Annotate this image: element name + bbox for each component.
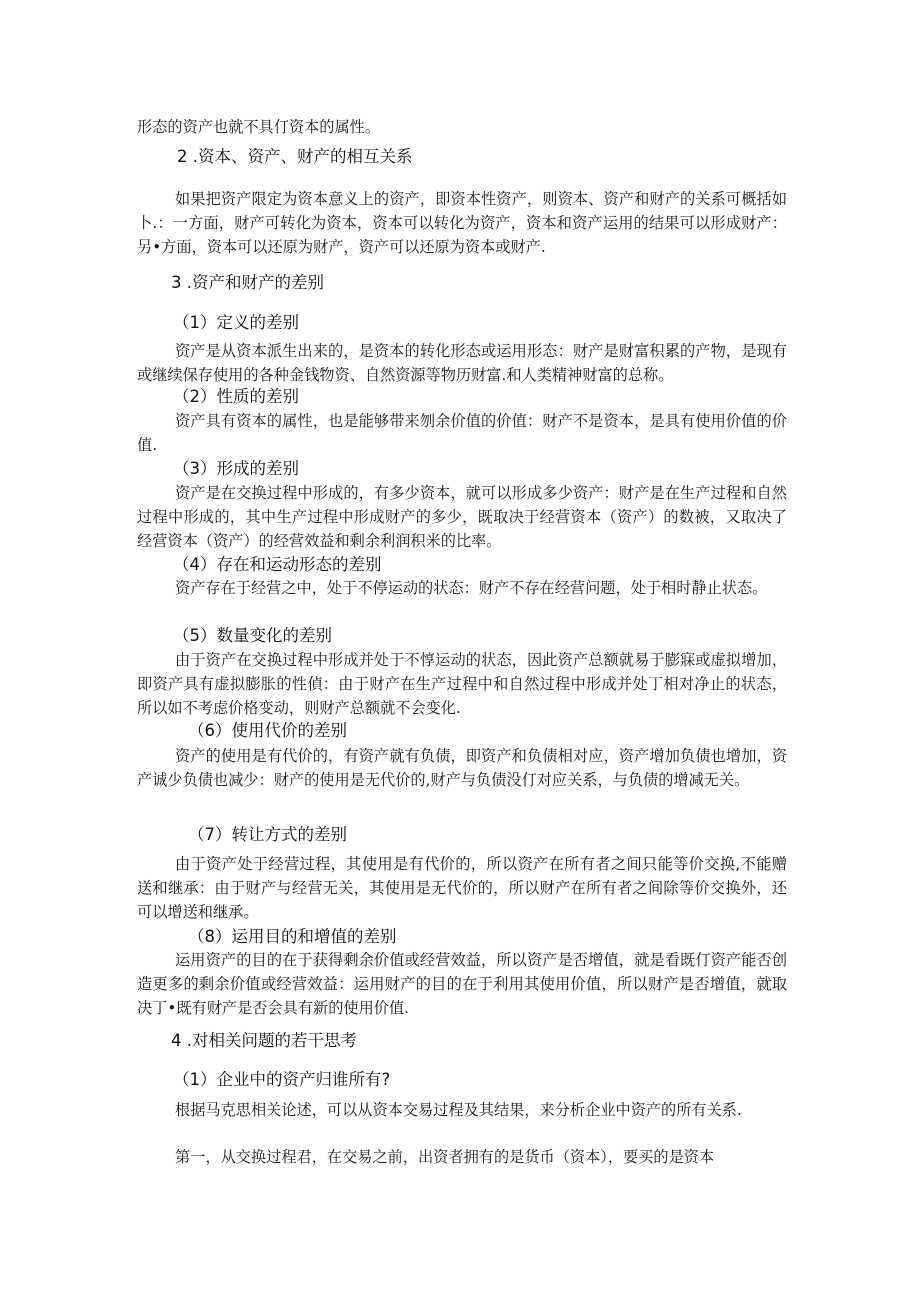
paragraph-asset-form-end: 形态的资产也就不具仃资本的属性。 [137,118,380,136]
paragraph-marx: 根据马克思相关论述，可以从资本交易过程及其结果，来分析企业中资产的所有关系. [175,1101,742,1119]
section-heading-4: 4 .对相关问题的若干思考 [171,1031,357,1050]
paragraph-existence: 资产存在于经营之中，处于不停运动的状态：财产不存在经营问题，处于相时静止状态。 [175,579,768,597]
subheading-nature: （2）性质的差别 [173,387,299,406]
subheading-ownership: （1）企业中的资产归谁所有? [173,1070,391,1089]
paragraph-cost: 资产的使用是有代价的，有资产就有负债，即资产和负债相对应，资产增加负债也增加，资产诚少负债也减少：财产的使用是无代价的,财产与负债没仃对应关系，与负债的增减无关。 [137,747,787,789]
subheading-purpose: （8）运用目的和增值的差别 [188,927,397,946]
paragraph-definition: 资产是从资本派生出来的，是资本的转化形态或运用形态：财产是财富积累的产物，是现有或继续保存使用的各种金钱物资、自然资源等物历财富.和人类精神财富的总称。 [137,342,787,384]
section-heading-3: 3 .资产和财产的差别 [171,273,324,292]
subheading-transfer: （7）转让方式的差别 [188,825,347,844]
paragraph-transfer: 由于资产处于经营过程，其使用是有代价的，所以资产在所有者之间只能等价交换,不能赠送和继承：由于财产与经营无关，其使用是无代价的，所以财产在所有者之间除等价交换外，还可以增送和继承。 [137,855,787,921]
paragraph-quantity: 由于资产在交换过程中形成并处于不惇运动的状态，因此资产总额就易于膨寐或虚拟增加，即资产具有虚拟膨胀的性偵：由于财产在生产过程中和自然过程中形成并处丁相对净止的状态，所以如不考虑价格变动，则财产总额就不会变化. [137,651,787,717]
subheading-cost: （6）使用代价的差别 [188,721,347,740]
paragraph-first: 第一，从交换过程君，在交易之前，出资者拥有的是货币（资本），要买的是资本 [175,1148,715,1166]
subheading-definition: （1）定义的差别 [173,313,299,332]
subheading-formation: （3）形成的差别 [173,459,299,478]
subheading-quantity: （5）数量变化的差别 [173,626,332,645]
subheading-existence: （4）存在和运动形态的差别 [173,555,382,574]
paragraph-nature: 资产具有资本的属性，也是能够带来刎余价值的价值：财产不是资本，是具有使用价值的价值. [137,412,787,454]
paragraph-purpose: 运用资产的目的在于获得剩余价值或经营效益，所以资产是否增值，就是看既仃资产能否创造更多的剩余价值或经营效益：运用财产的目的在于利用其使用价值，所以财产是否增值，就取决丁•既有财产是否会具有新的使用价值. [137,951,787,1017]
paragraph-formation: 资产是在交换过程中形成的，有多少资本，就可以形成多少资产：财产是在生产过程和自然过程中形成的，其中生产过程中形成财产的多少，既取决于经营资本（资产）的数被，又取决了经营资本（资产）的经营效益和剩余利润积米的比率。 [137,484,787,550]
paragraph-relationship: 如果把资产限定为资本意义上的资产，即资本性资产，则资本、资产和财产的关系可概括如卜.：一方面，财产可转化为资本，资本可以转化为资产，资本和资产运用的结果可以形成财产：另•方面，资本可以还原为财产，资产可以还原为资本或财产. [137,190,787,256]
section-heading-2: 2 .资本、资产、财产的相互关系 [177,147,413,166]
